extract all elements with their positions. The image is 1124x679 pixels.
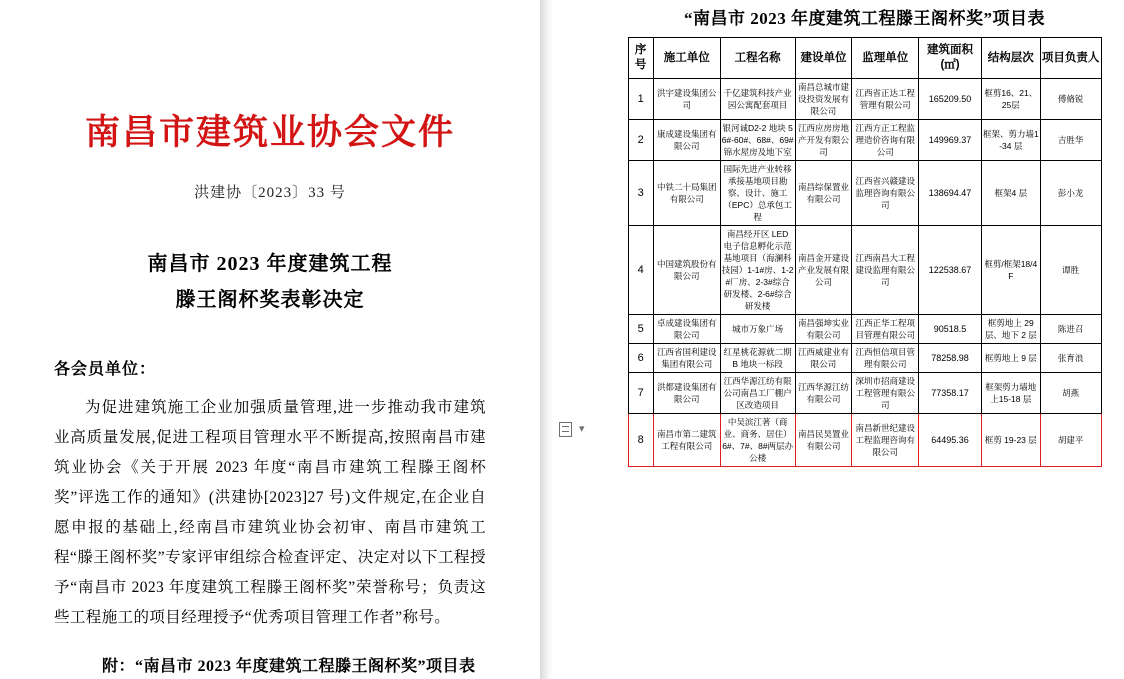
cell-project: 红星桃花源就二期 B 地块一标段 xyxy=(720,344,795,373)
cell-manager: 陈进召 xyxy=(1040,315,1101,344)
cell-area: 77358.17 xyxy=(919,373,982,414)
column-header-supervisor: 监理单位 xyxy=(852,38,919,79)
cell-manager: 彭小龙 xyxy=(1040,161,1101,226)
table-row xyxy=(628,373,1101,414)
cell-builder: 江西应房房地产开发有限公司 xyxy=(795,120,852,161)
cell-manager: 胡建平 xyxy=(1040,414,1101,467)
cell-no: 6 xyxy=(628,344,653,373)
cell-manager: 傅脩锐 xyxy=(1040,79,1101,120)
cell-no: 2 xyxy=(628,120,653,161)
cell-builder: 江西华源江纺有限公司 xyxy=(795,373,852,414)
page-gutter xyxy=(553,0,605,679)
chevron-down-icon[interactable]: ▾ xyxy=(579,422,585,435)
document-sheet xyxy=(0,0,540,679)
cell-project: 中吴滨江著（商业、商务、居住）6#、7#、8#两层办公楼 xyxy=(720,414,795,467)
right-document-page xyxy=(605,0,1124,679)
table-row xyxy=(628,79,1101,120)
cell-structure: 框剪16、21、25层 xyxy=(981,79,1040,120)
page-sheet-icon[interactable] xyxy=(559,422,572,437)
cell-structure: 框架4 层 xyxy=(981,161,1040,226)
cell-contractor: 江西省国利建设集团有限公司 xyxy=(653,344,720,373)
table-row xyxy=(628,344,1101,373)
cell-no: 1 xyxy=(628,79,653,120)
cell-supervisor: 江西方正工程监理造价咨询有限公司 xyxy=(852,120,919,161)
column-header-builder: 建设单位 xyxy=(795,38,852,79)
cell-project: 千亿建筑科技产业园公寓配套项目 xyxy=(720,79,795,120)
cell-builder: 南昌民昊置业有限公司 xyxy=(795,414,852,467)
column-header-project: 工程名称 xyxy=(720,38,795,79)
cell-project: 江西华源江纺有限公司南昌工厂棚户区改造项目 xyxy=(720,373,795,414)
cell-supervisor: 江西省兴赣建设监理咨询有限公司 xyxy=(852,161,919,226)
heading-line-1: 南昌市 2023 年度建筑工程 xyxy=(147,253,393,275)
document-number: 洪建协〔2023〕33 号 xyxy=(194,185,346,201)
cell-area: 138694.47 xyxy=(919,161,982,226)
cell-structure: 框架、剪力墙1-34 层 xyxy=(981,120,1040,161)
cell-structure: 框架剪力墙地上15-18 层 xyxy=(981,373,1040,414)
cell-manager: 胡燕 xyxy=(1040,373,1101,414)
table-header-row xyxy=(628,38,1101,79)
document-title: 南昌市建筑业协会文件 xyxy=(84,113,455,152)
cell-area: 149969.37 xyxy=(919,120,982,161)
cell-contractor: 洪都建设集团有限公司 xyxy=(653,373,720,414)
award-project-table xyxy=(628,37,1102,467)
cell-no: 7 xyxy=(628,373,653,414)
cell-structure: 框剪/框架18/4F xyxy=(981,226,1040,315)
cell-builder: 南昌强坤实业有限公司 xyxy=(795,315,852,344)
cell-supervisor: 江西省正达工程管理有限公司 xyxy=(852,79,919,120)
page-edge-shadow xyxy=(540,0,553,679)
cell-project: 南昌经开区 LED 电子信息孵化示范基地项目（海澜科技园）1-1#房、1-2#厂房、2-3#综合研发楼、2-6#综合研发楼 xyxy=(720,226,795,315)
document-salutation: 各会员单位： xyxy=(54,361,157,378)
table-row xyxy=(628,226,1101,315)
heading-line-2: 滕王阁杯奖表彰决定 xyxy=(175,289,365,311)
cell-manager: 张育浪 xyxy=(1040,344,1101,373)
document-body-paragraph: 为促进建筑施工企业加强质量管理,进一步推动我市建筑业高质量发展,促进工程项目管理水平不断提高,按照南昌市建筑业协会《关于开展 2023 年度“南昌市建筑工程滕王阁杯奖”评选工作的通知》(洪建协[2023]27 号)文件规定,在企业自愿申报的基础上,经南昌市建筑业协会初审、南昌市建筑工程“滕王阁杯奖”专家评审组综合检查评定、决定对以下工程授予“南昌市 2023 年度建筑工程滕王阁杯奖”荣誉称号；负责这些工程施工的项目经理授予“优秀项目管理工作者”称号。 xyxy=(54,399,486,626)
cell-supervisor: 南昌新世纪建设工程监理咨询有限公司 xyxy=(852,414,919,467)
column-header-manager: 项目负责人 xyxy=(1040,38,1101,79)
cell-supervisor: 江西正华工程项目管理有限公司 xyxy=(852,315,919,344)
cell-area: 122538.67 xyxy=(919,226,982,315)
table-row-highlighted xyxy=(628,414,1101,467)
page-navigator[interactable] xyxy=(559,418,599,440)
cell-area: 90518.5 xyxy=(919,315,982,344)
table-row xyxy=(628,120,1101,161)
cell-contractor: 中铁二十局集团有限公司 xyxy=(653,161,720,226)
table-row xyxy=(628,315,1101,344)
cell-project: 城市万象广场 xyxy=(720,315,795,344)
cell-builder: 南昌综保置业有限公司 xyxy=(795,161,852,226)
cell-project: 国际先进产业转移承接基地项目勘察、设计、施工（EPC）总承包工程 xyxy=(720,161,795,226)
cell-structure: 框剪地上 9 层 xyxy=(981,344,1040,373)
cell-area: 64495.36 xyxy=(919,414,982,467)
cell-manager: 谭胜 xyxy=(1040,226,1101,315)
cell-no: 3 xyxy=(628,161,653,226)
column-header-structure: 结构层次 xyxy=(981,38,1040,79)
cell-project: 银河诚D2-2 地块 56#-60#、68#、69#锦水屋房及地下室 xyxy=(720,120,795,161)
cell-supervisor: 深圳市招商建设工程管理有限公司 xyxy=(852,373,919,414)
document-heading xyxy=(54,246,486,318)
cell-supervisor: 江西南昌大工程建设监理有限公司 xyxy=(852,226,919,315)
column-header-contractor: 施工单位 xyxy=(653,38,720,79)
cell-no: 5 xyxy=(628,315,653,344)
document-attachment-line: 附：“南昌市 2023 年度建筑工程滕王阁杯奖”项目表 xyxy=(102,658,476,675)
cell-manager: 吉胜华 xyxy=(1040,120,1101,161)
cell-contractor: 卓成建设集团有限公司 xyxy=(653,315,720,344)
cell-builder: 南昌总城市建设投资发展有限公司 xyxy=(795,79,852,120)
cell-structure: 框剪地上 29 层、地下 2 层 xyxy=(981,315,1040,344)
cell-supervisor: 江西恒信项目管理有限公司 xyxy=(852,344,919,373)
left-document-page xyxy=(0,0,553,679)
table-row xyxy=(628,161,1101,226)
column-header-area: 建筑面积(㎡) xyxy=(919,38,982,79)
table-title: “南昌市 2023 年度建筑工程滕王阁杯奖”项目表 xyxy=(684,9,1045,28)
cell-builder: 江西威建业有限公司 xyxy=(795,344,852,373)
cell-structure: 框剪 19-23 层 xyxy=(981,414,1040,467)
cell-no: 4 xyxy=(628,226,653,315)
cell-contractor: 洪宇建设集团公司 xyxy=(653,79,720,120)
cell-contractor: 中国建筑股份有限公司 xyxy=(653,226,720,315)
cell-builder: 南昌金开建设产业发展有限公司 xyxy=(795,226,852,315)
cell-contractor: 南昌市第二建筑工程有限公司 xyxy=(653,414,720,467)
cell-contractor: 康成建设集团有限公司 xyxy=(653,120,720,161)
column-header-no: 序号 xyxy=(628,38,653,79)
cell-no: 8 xyxy=(628,414,653,467)
cell-area: 165209.50 xyxy=(919,79,982,120)
cell-area: 78258.98 xyxy=(919,344,982,373)
